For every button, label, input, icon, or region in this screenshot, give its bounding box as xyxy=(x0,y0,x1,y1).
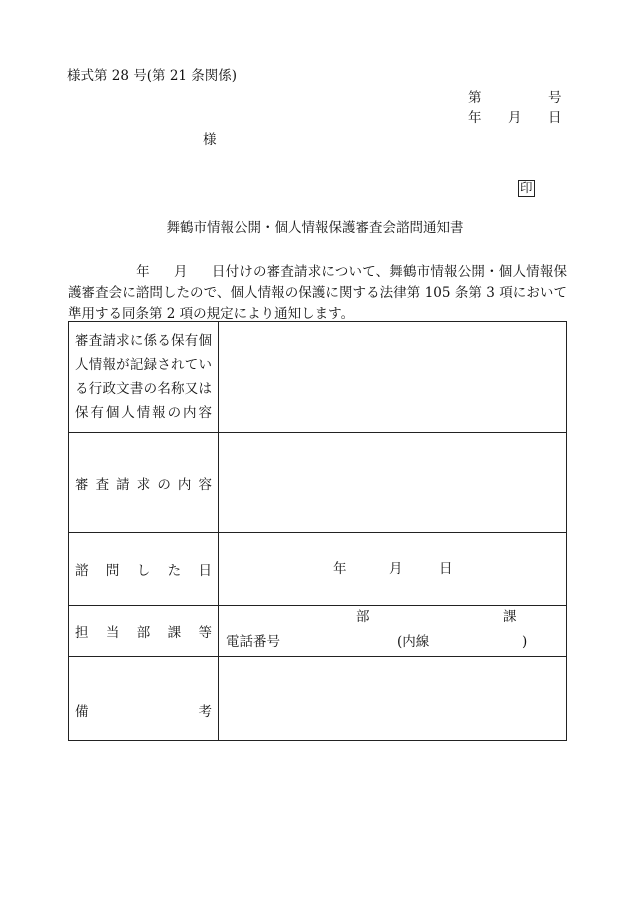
addressee-suffix: 様 xyxy=(203,132,217,148)
doc-number-suffix: 号 xyxy=(548,90,562,106)
remarks-label xyxy=(69,657,219,741)
seal-mark: 印 xyxy=(520,180,533,195)
table-row xyxy=(69,533,567,606)
label-char: の xyxy=(157,476,171,493)
department-text xyxy=(75,621,212,641)
label-char: 担 xyxy=(75,625,89,641)
remarks-field[interactable] xyxy=(219,657,567,741)
info-table xyxy=(68,321,567,741)
label-char: 等 xyxy=(198,625,212,641)
label-line: る行政文書の名称又は xyxy=(75,380,212,397)
section-label: 課 xyxy=(503,609,517,625)
label-char: た xyxy=(167,563,182,579)
extension-open: (内線 xyxy=(397,634,430,650)
document-title: 舞鶴市情報公開・個人情報保護審査会諮問通知書 xyxy=(166,220,464,236)
target-document-field[interactable] xyxy=(219,322,567,433)
label-char: 内 xyxy=(177,476,192,493)
label-char: 問 xyxy=(105,563,120,579)
phone-label: 電話番号 xyxy=(226,634,280,650)
label-char: 容 xyxy=(198,476,212,493)
label-char: 請 xyxy=(116,476,130,493)
consult-date-label xyxy=(69,533,219,606)
label-char: 当 xyxy=(105,625,120,641)
extension-close: ) xyxy=(522,634,528,650)
form-number: 様式第 28 号(第 21 条関係) xyxy=(67,68,238,84)
label-char: 日 xyxy=(198,563,212,579)
remarks-label-char: 備 xyxy=(75,703,89,720)
department-field[interactable] xyxy=(219,606,567,657)
label-char: 査 xyxy=(95,476,110,493)
label-line: 保有個人情報の内容 xyxy=(75,404,212,421)
request-content-text xyxy=(75,473,212,493)
request-content-label xyxy=(69,433,219,533)
header-date-year: 年 xyxy=(468,110,482,126)
request-content-field[interactable] xyxy=(219,433,567,533)
department-label xyxy=(69,606,219,657)
header-date-day: 日 xyxy=(548,110,562,126)
label-line: 人情報が記録されてい xyxy=(75,356,212,373)
label-char: 諮 xyxy=(75,563,89,579)
target-document-label xyxy=(69,322,219,433)
body-year: 年 xyxy=(136,264,150,280)
doc-number-prefix: 第 xyxy=(468,90,482,106)
label-line: 審査請求に係る保有個 xyxy=(75,332,212,349)
header-date-month: 月 xyxy=(508,110,522,126)
label-char: 部 xyxy=(136,625,151,641)
consult-date-text xyxy=(75,559,212,579)
dept-label: 部 xyxy=(356,609,370,625)
label-char: し xyxy=(136,563,151,579)
table-row xyxy=(69,606,567,657)
body-month: 月 xyxy=(173,264,188,280)
consult-date-field[interactable] xyxy=(219,533,567,606)
body-text: 日付けの審査請求について、舞鶴市情報公開・個人情報保護審査会に諮問したので、個人情報の保護に関する法律第 105 条第 3 項において準用する同条第 2 項の規定により通知します。 xyxy=(68,264,568,322)
consult-date-day: 日 xyxy=(439,561,453,577)
label-char: 求 xyxy=(136,476,151,493)
label-char: 課 xyxy=(167,625,182,641)
label-char: 審 xyxy=(75,476,89,493)
table-row xyxy=(69,322,567,433)
consult-date-year: 年 xyxy=(333,561,347,577)
body-paragraph xyxy=(68,262,567,325)
consult-date-month: 月 xyxy=(389,561,403,577)
table-row xyxy=(69,657,567,741)
remarks-label-char: 考 xyxy=(198,703,212,720)
table-row xyxy=(69,433,567,533)
